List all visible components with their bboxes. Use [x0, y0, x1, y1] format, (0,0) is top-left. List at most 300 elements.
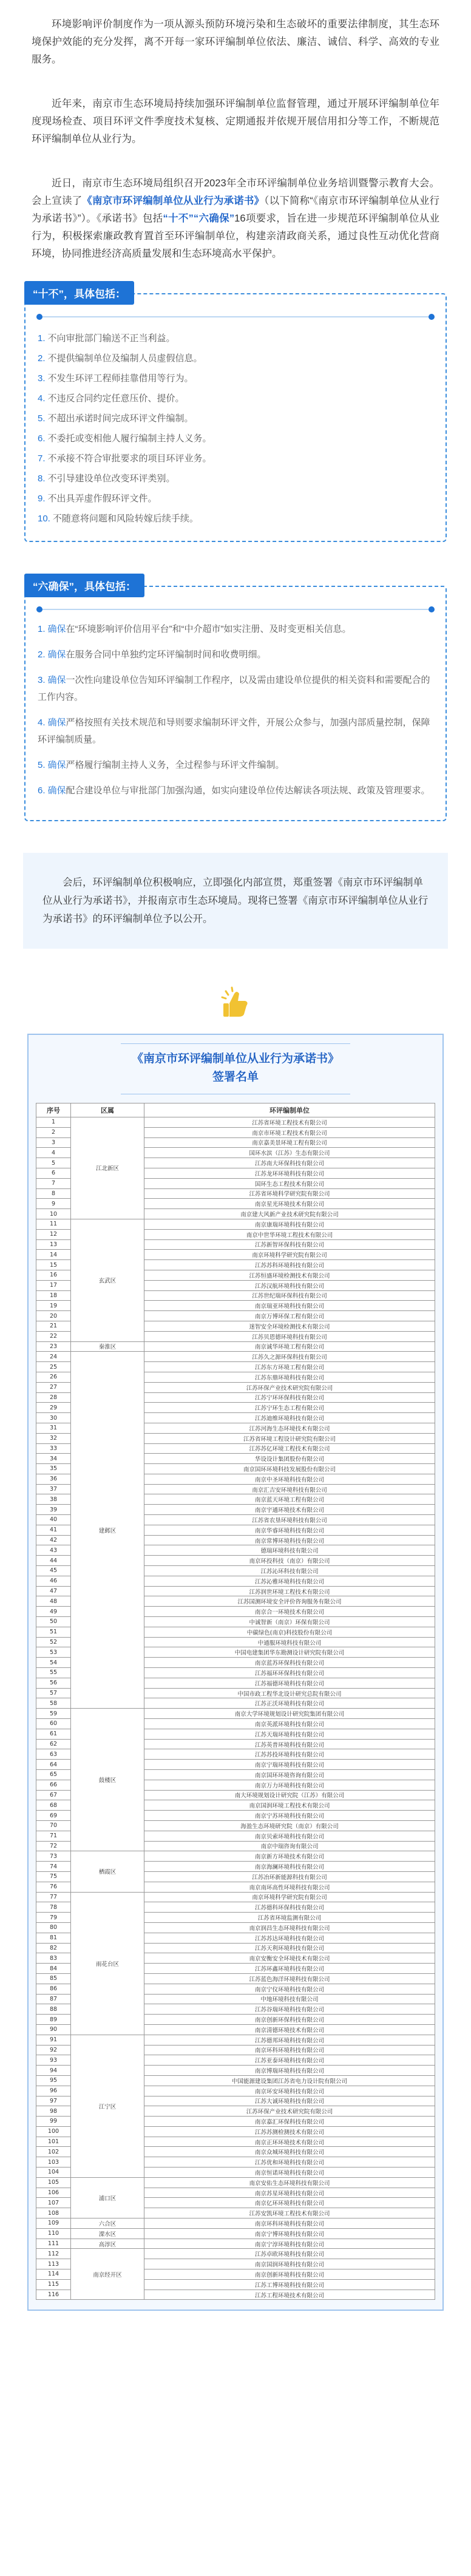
- six-ensures-item: [38, 621, 437, 638]
- cell-seq: 97: [36, 2096, 71, 2106]
- item-text: 不超出承诺时间完成环评文件编制。: [47, 413, 194, 424]
- intro-p3-ten-six: “十不”“六确保”: [163, 213, 235, 224]
- item-text: 不违反合同约定任意压价、提价。: [47, 393, 185, 404]
- cell-unit: 江苏省环境科学研究院有限公司: [144, 1188, 435, 1199]
- item-text: 不提供编制单位及编制人员虚假信息。: [47, 353, 203, 364]
- cell-seq: 69: [36, 1811, 71, 1821]
- cell-unit: 南京康瑞环境科技有限公司: [144, 1219, 435, 1229]
- cell-unit: 南京瑞亚环境科技有限公司: [144, 1301, 435, 1311]
- item-keyword: 确保: [47, 675, 66, 685]
- cell-unit: 南京嘉美景环境工程有限公司: [144, 1137, 435, 1148]
- cell-seq: 10: [36, 1209, 71, 1219]
- cell-unit: 江苏苏测检测技术有限公司: [144, 2126, 435, 2137]
- cell-seq: 34: [36, 1454, 71, 1464]
- cell-unit: 国环生态工程技术有限公司: [144, 1178, 435, 1188]
- cell-unit: 国环水滨（江苏）生态有限公司: [144, 1148, 435, 1158]
- cell-area: 六合区: [71, 2218, 144, 2229]
- ten-nots-item: [38, 348, 437, 368]
- cell-unit: 南京国润环境工程技术有限公司: [144, 1800, 435, 1811]
- cell-unit: 江苏环鑫环境科技有限公司: [144, 1964, 435, 1974]
- cell-seq: 9: [36, 1199, 71, 1209]
- intro-text: [0, 0, 471, 263]
- item-text: 不引导建设单位改变环评类别。: [47, 473, 175, 484]
- six-ensures-item: [38, 646, 437, 663]
- cell-seq: 11: [36, 1219, 71, 1229]
- cell-seq: 46: [36, 1576, 71, 1586]
- item-text: 不向审批部门输送不正当利益。: [47, 333, 175, 344]
- cell-unit: 南京国环环境科技发展股份有限公司: [144, 1464, 435, 1474]
- cell-unit: 南京嘉汇环保科技有限公司: [144, 2117, 435, 2127]
- item-number: 2.: [38, 353, 46, 364]
- six-ensures-item: [38, 714, 437, 748]
- cell-unit: 中碳绿色(南京)科技股份有限公司: [144, 1627, 435, 1637]
- cell-seq: 3: [36, 1137, 71, 1148]
- cell-seq: 36: [36, 1474, 71, 1484]
- ten-nots-item: [38, 328, 437, 348]
- cell-unit: 江苏天瑞环境科技有限公司: [144, 1729, 435, 1739]
- cell-seq: 86: [36, 1984, 71, 1994]
- header-seq: 序号: [36, 1103, 71, 1117]
- cell-seq: 7: [36, 1178, 71, 1188]
- cell-unit: 江苏大诚环境科技有限公司: [144, 2096, 435, 2106]
- ten-nots-item: [38, 388, 437, 408]
- cell-unit: 江苏迪维环境科技有限公司: [144, 1413, 435, 1423]
- item-number: 9.: [38, 493, 46, 504]
- cell-unit: 江苏宁环生态工程有限公司: [144, 1403, 435, 1413]
- section-divider: [36, 609, 435, 610]
- cell-unit: 南京环境科学研究院有限公司: [144, 1250, 435, 1260]
- intro-p3-part-e: 16项要求，旨在进一步规范环评编制单位从业行为，积极探索廉政教育置首至环评编制单位，构建亲清政商关系，通过良性互动优化营商环境，协同推进经济高质量发展和生态环境高水平保护。: [32, 213, 439, 259]
- cell-seq: 66: [36, 1780, 71, 1790]
- cell-seq: 48: [36, 1596, 71, 1607]
- section-divider: [36, 316, 435, 317]
- cell-unit: 江苏工程环境技术有限公司: [144, 2290, 435, 2300]
- intro-paragraph-3: [32, 175, 439, 263]
- ten-nots-list: [32, 328, 439, 529]
- cell-seq: 99: [36, 2117, 71, 2127]
- table-row: [36, 2035, 435, 2045]
- cell-seq: 31: [36, 1423, 71, 1433]
- cell-seq: 20: [36, 1311, 71, 1321]
- cell-unit: 江苏龙环环境科技有限公司: [144, 1168, 435, 1178]
- cell-seq: 32: [36, 1433, 71, 1443]
- cell-area: 雨花台区: [71, 1892, 144, 2035]
- cell-unit: 江苏东鼎环境科技有限公司: [144, 1372, 435, 1382]
- cell-unit: 江苏省环境监测有限公司: [144, 1913, 435, 1923]
- cell-seq: 19: [36, 1301, 71, 1311]
- intro-paragraph-2: 近年来，南京市生态环境局持续加强环评编制单位监督管理，通过开展环评编制单位年度现场检查、项目环评文件季度技术复核、定期通报并依规开展信用扣分等工作，不断规范环评编制单位从业行为。: [32, 98, 439, 144]
- cell-seq: 67: [36, 1790, 71, 1800]
- cell-unit: 江苏环保产业技术研究院有限公司: [144, 1382, 435, 1392]
- item-number: 1.: [38, 624, 46, 634]
- cell-unit: 南京安衡安全环境技术有限公司: [144, 1953, 435, 1964]
- item-number: 3.: [38, 373, 46, 384]
- cell-unit: 江苏卓欧环境科技有限公司: [144, 2249, 435, 2259]
- cell-seq: 115: [36, 2279, 71, 2290]
- cell-area: 建邺区: [71, 1352, 144, 1709]
- cell-unit: 江苏润世环境工程技术有限公司: [144, 1586, 435, 1596]
- six-ensures-item: [38, 757, 437, 774]
- cell-area: 玄武区: [71, 1219, 144, 1341]
- cell-seq: 23: [36, 1341, 71, 1352]
- cell-seq: 116: [36, 2290, 71, 2300]
- cell-unit: 南京海澜环境科技有限公司: [144, 1862, 435, 1872]
- cell-seq: 111: [36, 2239, 71, 2249]
- cell-seq: 89: [36, 2015, 71, 2025]
- cell-seq: 49: [36, 1607, 71, 1617]
- cell-unit: 南京国环环境咨询有限公司: [144, 1770, 435, 1780]
- cell-seq: 80: [36, 1922, 71, 1933]
- cell-unit: 华设设计集团股份有限公司: [144, 1454, 435, 1464]
- thumbs-up-icon: [217, 985, 254, 1022]
- cell-unit: 江苏省农垦环境科技有限公司: [144, 1515, 435, 1525]
- cell-unit: 南京环境科学研究院有限公司: [144, 1892, 435, 1902]
- conclusion-text: 会后，环评编制单位积极响应，立即强化内部宣贯，郑重签署《南京市环评编制单位从业行为承诺书》，并报南京市生态环境局。现将已签署《南京市环评编制单位从业行为承诺书》的环评编制单位予以公开。: [42, 877, 429, 924]
- cell-seq: 85: [36, 1973, 71, 1984]
- cell-unit: 南京创新环保科技有限公司: [144, 2015, 435, 2025]
- cell-seq: 70: [36, 1820, 71, 1831]
- cell-unit: 南京常博环境科技有限公司: [144, 1535, 435, 1545]
- cell-seq: 81: [36, 1933, 71, 1943]
- cell-unit: 南京中瑞咨询有限公司: [144, 1841, 435, 1851]
- intro-p3-part-c: （以下简称“《南京市环评编制单位从业行为承诺书》”）。《承诺书》包括: [32, 195, 440, 224]
- cell-seq: 65: [36, 1770, 71, 1780]
- cell-unit: 江苏国测环境安全评价咨询服务有限公司: [144, 1596, 435, 1607]
- cell-unit: 南京润昌生态环境科技有限公司: [144, 1922, 435, 1933]
- cell-unit: 江苏优和环境科技有限公司: [144, 2157, 435, 2168]
- cell-unit: 南京宁瑞环境科技有限公司: [144, 1760, 435, 1770]
- cell-unit: 中通服环境科技有限公司: [144, 1637, 435, 1647]
- cell-seq: 8: [36, 1188, 71, 1199]
- cell-area: 栖霞区: [71, 1851, 144, 1892]
- cell-unit: 江苏省环境工程设计研究院有限公司: [144, 1433, 435, 1443]
- cell-unit: 江苏南大环保科技有限公司: [144, 1158, 435, 1168]
- table-body: [36, 1117, 435, 2300]
- cell-seq: 38: [36, 1494, 71, 1505]
- cell-seq: 5: [36, 1158, 71, 1168]
- six-ensures-list: [32, 621, 439, 799]
- cell-seq: 101: [36, 2137, 71, 2147]
- cell-seq: 79: [36, 1913, 71, 1923]
- cell-seq: 74: [36, 1862, 71, 1872]
- cell-seq: 30: [36, 1413, 71, 1423]
- item-text: 严格履行编制主持人义务，全过程参与环评文件编制。: [66, 760, 285, 770]
- cell-seq: 54: [36, 1658, 71, 1668]
- cell-unit: 江苏福环环保科技有限公司: [144, 1668, 435, 1678]
- cell-seq: 56: [36, 1678, 71, 1688]
- cell-seq: 112: [36, 2249, 71, 2259]
- cell-unit: 南京创新环境科技有限公司: [144, 2269, 435, 2280]
- table-row: [36, 1709, 435, 1719]
- item-text: 不出具弄虚作假环评文件。: [47, 493, 157, 504]
- cell-area: 溧水区: [71, 2228, 144, 2239]
- item-number: 4.: [38, 393, 46, 404]
- table-row: [36, 2218, 435, 2229]
- six-ensures-item: [38, 672, 437, 706]
- signatory-table-panel: [27, 1034, 444, 2311]
- cell-unit: 江苏工博环境科技有限公司: [144, 2279, 435, 2290]
- item-keyword: 确保: [47, 760, 66, 770]
- item-text: 配合建设单位与审批部门加强沟通，如实向建设单位传达解读各项法规、政策及管理要求。: [66, 785, 430, 796]
- cell-seq: 29: [36, 1403, 71, 1413]
- cell-seq: 95: [36, 2075, 71, 2086]
- cell-unit: 南京华睿环境科技有限公司: [144, 1525, 435, 1535]
- item-number: 5.: [38, 760, 46, 770]
- cell-unit: 南京宁淳环境科技有限公司: [144, 2239, 435, 2249]
- cell-unit: 南京环科环境科技有限公司: [144, 2045, 435, 2055]
- cell-unit: 江苏贝恩德环境科技有限公司: [144, 1331, 435, 1341]
- cell-seq: 51: [36, 1627, 71, 1637]
- cell-unit: 南京市环境工程技术有限公司: [144, 1127, 435, 1137]
- cell-unit: 南京博瑞环境科技有限公司: [144, 2066, 435, 2076]
- cell-seq: 94: [36, 2066, 71, 2076]
- cell-unit: 江苏蓝色海洋环境科技有限公司: [144, 1973, 435, 1984]
- item-number: 8.: [38, 473, 46, 484]
- cell-unit: 迷智安全环境检测技术有限公司: [144, 1321, 435, 1331]
- conclusion-box: [23, 853, 448, 949]
- cell-seq: 35: [36, 1464, 71, 1474]
- cell-seq: 2: [36, 1127, 71, 1137]
- cell-unit: 江苏亚泰环境科技有限公司: [144, 2055, 435, 2066]
- cell-seq: 72: [36, 1841, 71, 1851]
- six-ensures-item: [38, 782, 437, 799]
- cell-unit: 中国电建集团华东勘测设计研究院有限公司: [144, 1647, 435, 1658]
- item-text: 在服务合同中单独约定环评编制时间和收费明细。: [66, 649, 266, 660]
- cell-unit: 南京中世华环境工程技术有限公司: [144, 1229, 435, 1239]
- cell-seq: 22: [36, 1331, 71, 1341]
- table-title-line-2: 签署名单: [212, 1071, 259, 1083]
- cell-seq: 57: [36, 1688, 71, 1698]
- cell-seq: 110: [36, 2228, 71, 2239]
- cell-seq: 91: [36, 2035, 71, 2045]
- cell-seq: 53: [36, 1647, 71, 1658]
- cell-seq: 44: [36, 1556, 71, 1566]
- cell-unit: 江苏苏科环境科技有限公司: [144, 1260, 435, 1270]
- cell-seq: 43: [36, 1545, 71, 1556]
- cell-seq: 42: [36, 1535, 71, 1545]
- cell-unit: 南京建大风新产业技术研究院有限公司: [144, 1209, 435, 1219]
- cell-area: 江北新区: [71, 1117, 144, 1219]
- cell-seq: 50: [36, 1617, 71, 1627]
- cell-seq: 77: [36, 1892, 71, 1902]
- cell-unit: 南京大学环境规划设计研究院集团有限公司: [144, 1709, 435, 1719]
- cell-seq: 1: [36, 1117, 71, 1128]
- item-text: 不随意将问题和风险转嫁后续手续。: [52, 514, 198, 524]
- cell-seq: 18: [36, 1290, 71, 1301]
- cell-seq: 47: [36, 1586, 71, 1596]
- cell-unit: 南京亿环环境科技有限公司: [144, 2198, 435, 2208]
- header-area: 区属: [71, 1103, 144, 1117]
- cell-unit: 江苏苏达环境科技有限公司: [144, 1933, 435, 1943]
- cell-seq: 21: [36, 1321, 71, 1331]
- cell-seq: 84: [36, 1964, 71, 1974]
- cell-unit: 江苏恒盛环境检测技术有限公司: [144, 1270, 435, 1280]
- cell-seq: 24: [36, 1352, 71, 1362]
- cell-seq: 78: [36, 1902, 71, 1913]
- cell-unit: 江苏沁环科技有限公司: [144, 1566, 435, 1576]
- cell-seq: 59: [36, 1709, 71, 1719]
- cell-unit: 江苏东方环境工程有限公司: [144, 1362, 435, 1372]
- intro-paragraph-1: 环境影响评价制度作为一项从源头预防环境污染和生态破坏的重要法律制度，其生态环境保护效能的充分发挥，离不开每一家环评编制单位依法、廉洁、诚信、科学、高效的专业服务。: [32, 19, 439, 65]
- cell-seq: 93: [36, 2055, 71, 2066]
- cell-seq: 58: [36, 1698, 71, 1709]
- cell-unit: 江苏冶环新能源科技有限公司: [144, 1871, 435, 1882]
- cell-unit: 南京蓝苏环保科技有限公司: [144, 1658, 435, 1668]
- cell-seq: 13: [36, 1239, 71, 1250]
- cell-seq: 106: [36, 2188, 71, 2198]
- cell-unit: 南京环安环境科技有限公司: [144, 2086, 435, 2096]
- section-six-ensures-title: “六确保”，具体包括：: [24, 574, 144, 597]
- item-number: 10.: [38, 514, 50, 524]
- cell-area: 鼓楼区: [71, 1709, 144, 1851]
- cell-seq: 60: [36, 1719, 71, 1729]
- cell-seq: 100: [36, 2126, 71, 2137]
- table-row: [36, 1341, 435, 1352]
- cell-seq: 39: [36, 1505, 71, 1515]
- intro-p3-part-a: 近日，南京市生态环境局组织召开2023年全市环评编制单位业务培训暨警示教育大会。会上宣读了: [32, 178, 439, 206]
- cell-unit: 江苏英普环境科技有限公司: [144, 1739, 435, 1749]
- ten-nots-item: [38, 429, 437, 449]
- item-number: 7.: [38, 453, 46, 464]
- cell-seq: 104: [36, 2168, 71, 2178]
- cell-unit: 江苏沁雅环境科技有限公司: [144, 1576, 435, 1586]
- ten-nots-item: [38, 449, 437, 469]
- cell-unit: 江苏宁环环保科技有限公司: [144, 1392, 435, 1403]
- cell-unit: 南京蓝天环境工程有限公司: [144, 1494, 435, 1505]
- cell-unit: 江苏德邦环境科技有限公司: [144, 2035, 435, 2045]
- ten-nots-item: [38, 489, 437, 509]
- cell-unit: 南京清德环境技术有限公司: [144, 2024, 435, 2035]
- section-ten-nots: [24, 288, 447, 542]
- cell-seq: 28: [36, 1392, 71, 1403]
- cell-unit: 南京贝索环境科技有限公司: [144, 1831, 435, 1841]
- cell-unit: 南京合一环境技术有限公司: [144, 1607, 435, 1617]
- table-row: [36, 1851, 435, 1862]
- cell-seq: 26: [36, 1372, 71, 1382]
- cell-seq: 103: [36, 2157, 71, 2168]
- cell-unit: 海盈生态环境研究院（南京）有限公司: [144, 1820, 435, 1831]
- cell-unit: 南京国润环境科技有限公司: [144, 2259, 435, 2269]
- cell-seq: 17: [36, 1280, 71, 1290]
- cell-unit: 江苏安凯环境工程技术有限公司: [144, 2208, 435, 2218]
- cell-unit: 南京众城环境科技有限公司: [144, 2147, 435, 2157]
- item-text: 严格按照有关技术规范和导则要求编制环评文件，开展公众参与，加强内部质量控制，保障环评编制质量。: [38, 717, 430, 745]
- cell-unit: 江苏河海生态环境技术有限公司: [144, 1423, 435, 1433]
- cell-unit: 德瑞环境科技有限公司: [144, 1545, 435, 1556]
- cell-unit: 江苏新智环保科技有限公司: [144, 1239, 435, 1250]
- cell-unit: 江苏汉航环境科技有限公司: [144, 1280, 435, 1290]
- cell-unit: 南京万博环保工程有限公司: [144, 1311, 435, 1321]
- cell-seq: 55: [36, 1668, 71, 1678]
- cell-seq: 25: [36, 1362, 71, 1372]
- cell-seq: 75: [36, 1871, 71, 1882]
- cell-seq: 16: [36, 1270, 71, 1280]
- cell-unit: 江苏苏投环境科技有限公司: [144, 1749, 435, 1760]
- section-six-ensures: [24, 581, 447, 821]
- item-number: 5.: [38, 413, 46, 424]
- item-text: 在“环境影响评价信用平台”和“中介超市”如实注册、及时变更相关信息。: [66, 624, 351, 634]
- signatory-table: [36, 1103, 435, 2300]
- table-title-line-1: 《南京市环评编制单位从业行为承诺书》: [131, 1052, 339, 1065]
- cell-unit: 江苏正沃环境科技有限公司: [144, 1698, 435, 1709]
- cell-seq: 96: [36, 2086, 71, 2096]
- cell-unit: 江苏环保产业技术研究院有限公司: [144, 2106, 435, 2117]
- cell-seq: 15: [36, 1260, 71, 1270]
- cell-unit: 江苏苏亿环境工程技术有限公司: [144, 1443, 435, 1454]
- item-text: 不发生环评工程师挂靠借用等行为。: [47, 373, 194, 384]
- cell-seq: 114: [36, 2269, 71, 2280]
- cell-unit: 江苏福德环境科技有限公司: [144, 1678, 435, 1688]
- cell-unit: 南京环科环境科技有限公司: [144, 2218, 435, 2229]
- item-number: 1.: [38, 333, 46, 344]
- cell-seq: 83: [36, 1953, 71, 1964]
- cell-seq: 63: [36, 1749, 71, 1760]
- cell-unit: 江苏谷瑞环境科技有限公司: [144, 2004, 435, 2015]
- cell-unit: 中诚智新（南京）环保有限公司: [144, 1617, 435, 1627]
- header-unit: 环评编制单位: [144, 1103, 435, 1117]
- table-header-row: [36, 1103, 435, 1117]
- cell-seq: 64: [36, 1760, 71, 1770]
- cell-unit: 江苏天利环境科技有限公司: [144, 1943, 435, 1953]
- cell-seq: 71: [36, 1831, 71, 1841]
- cell-unit: 南京恒诺环境科技有限公司: [144, 2168, 435, 2178]
- cell-unit: 中国能源建设集团江苏省电力设计院有限公司: [144, 2075, 435, 2086]
- cell-seq: 105: [36, 2177, 71, 2188]
- cell-seq: 109: [36, 2218, 71, 2229]
- table-row: [36, 2228, 435, 2239]
- item-keyword: 确保: [47, 624, 66, 634]
- item-keyword: 确保: [47, 649, 66, 660]
- table-row: [36, 2177, 435, 2188]
- cell-unit: 南京南环高性环境科技有限公司: [144, 1882, 435, 1892]
- cell-area: 浦口区: [71, 2177, 144, 2218]
- cell-seq: 40: [36, 1515, 71, 1525]
- cell-unit: 南京新方环境技术有限公司: [144, 1851, 435, 1862]
- cell-seq: 6: [36, 1168, 71, 1178]
- table-row: [36, 1892, 435, 1902]
- cell-unit: 中国市政工程华北设计研究总院有限公司: [144, 1688, 435, 1698]
- cell-unit: 江苏省环境工程技术有限公司: [144, 1117, 435, 1128]
- cell-seq: 107: [36, 2198, 71, 2208]
- ten-nots-item: [38, 368, 437, 388]
- cell-unit: 南京环投科技（南京）有限公司: [144, 1556, 435, 1566]
- cell-seq: 113: [36, 2259, 71, 2269]
- cell-seq: 108: [36, 2208, 71, 2218]
- cell-unit: 南京安佑生态环境科技有限公司: [144, 2177, 435, 2188]
- item-number: 2.: [38, 649, 46, 660]
- cell-seq: 68: [36, 1800, 71, 1811]
- table-row: [36, 1117, 435, 1128]
- cell-seq: 98: [36, 2106, 71, 2117]
- cell-area: 高淳区: [71, 2239, 144, 2249]
- cell-seq: 33: [36, 1443, 71, 1454]
- item-text: 不委托或变相他人履行编制主持人义务。: [47, 433, 212, 444]
- cell-seq: 12: [36, 1229, 71, 1239]
- cell-seq: 90: [36, 2024, 71, 2035]
- cell-unit: 南大环境规划设计研究院（江苏）有限公司: [144, 1790, 435, 1800]
- table-row: [36, 1352, 435, 1362]
- ten-nots-item: [38, 469, 437, 489]
- table-title: [121, 1043, 350, 1094]
- cell-unit: 南京星光环境技术有限公司: [144, 1199, 435, 1209]
- section-ten-nots-title: “十不”，具体包括：: [24, 281, 134, 305]
- cell-unit: 江苏久之源环保科技有限公司: [144, 1352, 435, 1362]
- item-number: 3.: [38, 675, 46, 685]
- cell-unit: 南京英派环境科技有限公司: [144, 1719, 435, 1729]
- intro-p3-commitment-title: 《南京市环评编制单位从业行为承诺书》: [82, 195, 265, 206]
- cell-unit: 南京苏星环境科技有限公司: [144, 2188, 435, 2198]
- cell-seq: 102: [36, 2147, 71, 2157]
